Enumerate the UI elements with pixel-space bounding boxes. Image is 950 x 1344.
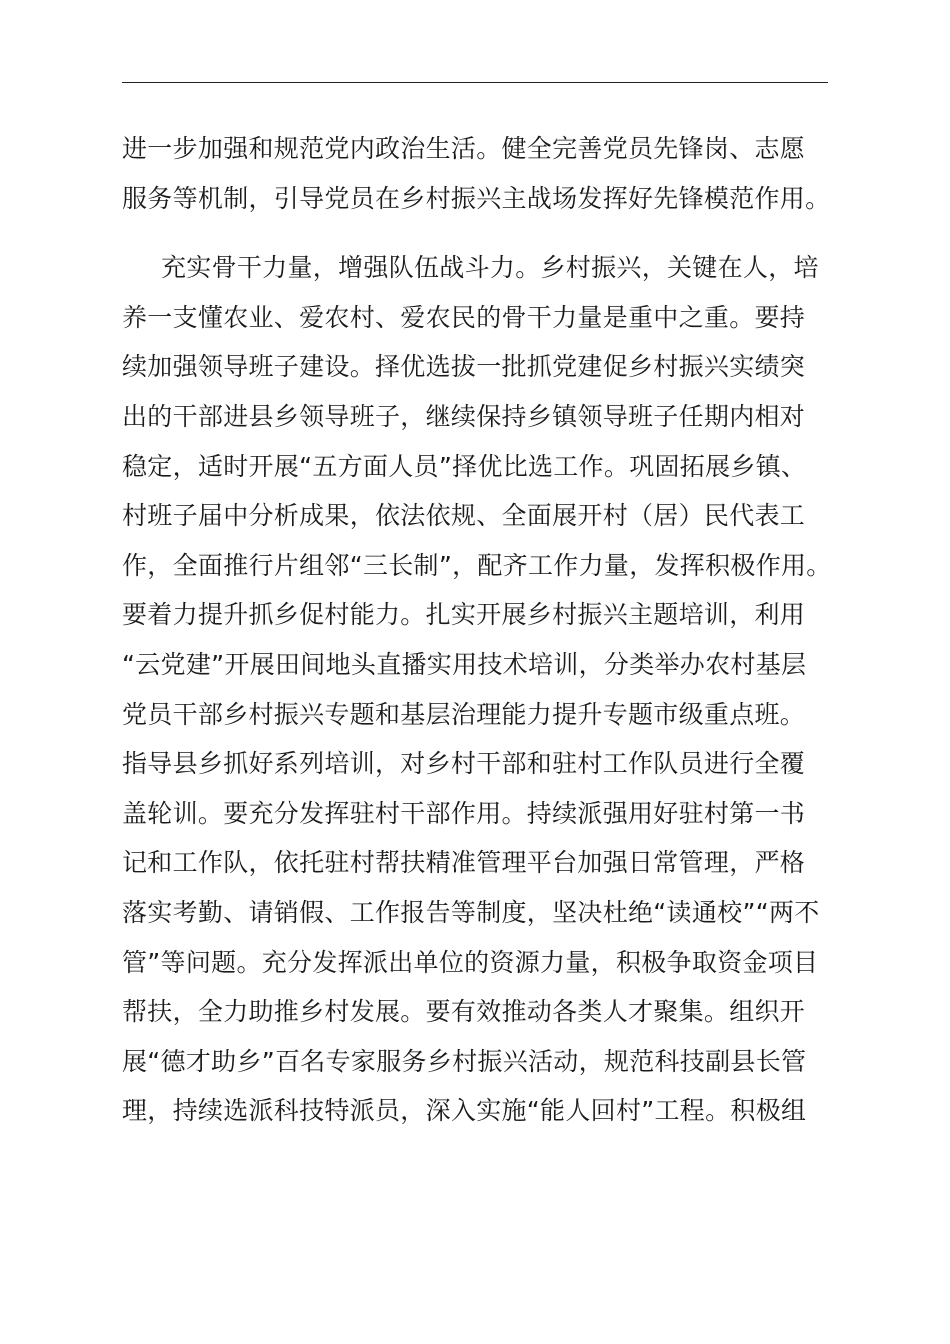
text-line: 作，全面推行片组邻“三长制”，配齐工作力量，发挥积极作用。	[122, 550, 832, 580]
text-line: 管”等问题。充分发挥派出单位的资源力量，积极争取资金项目	[122, 947, 819, 977]
header-rule	[122, 82, 828, 83]
text-line: 服务等机制，引导党员在乡村振兴主战场发挥好先锋模范作用。	[122, 183, 831, 213]
text-line: 指导县乡抓好系列培训，对乡村干部和驻村工作队员进行全覆	[122, 749, 806, 779]
text-line: 养一支懂农业、爱农村、爱农民的骨干力量是重中之重。要持	[122, 302, 806, 332]
text-line: 续加强领导班子建设。择优选拔一批抓党建促乡村振兴实绩突	[122, 352, 806, 382]
text-line: 落实考勤、请销假、工作报告等制度，坚决杜绝“读通校”“两不	[122, 897, 820, 927]
text-line: 记和工作队，依托驻村帮扶精准管理平台加强日常管理，严格	[122, 848, 806, 878]
text-line: 村班子届中分析成果，依法依规、全面展开村（居）民代表工	[122, 501, 806, 531]
text-line: 党员干部乡村振兴专题和基层治理能力提升专题市级重点班。	[122, 699, 806, 729]
text-line: 盖轮训。要充分发挥驻村干部作用。持续派强用好驻村第一书	[122, 798, 806, 828]
text-line: 稳定，适时开展“五方面人员”择优比选工作。巩固拓展乡镇、	[122, 451, 807, 481]
text-line: 出的干部进县乡领导班子，继续保持乡镇领导班子任期内相对	[122, 401, 806, 431]
text-line: 充实骨干力量，增强队伍战斗力。乡村振兴，关键在人，培	[161, 253, 819, 283]
paragraph-1	[122, 124, 834, 223]
text-line: 进一步加强和规范党内政治生活。健全完善党员先锋岗、志愿	[122, 134, 806, 163]
paragraph-2	[122, 243, 834, 1136]
text-line: 展“德才助乡”百名专家服务乡村振兴活动，规范科技副县长管	[122, 1046, 807, 1076]
document-body	[122, 124, 834, 1136]
text-line: 要着力提升抓乡促村能力。扎实开展乡村振兴主题培训，利用	[122, 600, 806, 630]
text-line: “云党建”开展田间地头直播实用技术培训，分类举办农村基层	[122, 649, 807, 679]
text-line: 理，持续选派科技特派员，深入实施“能人回村”工程。积极组	[122, 1096, 807, 1126]
text-line: 帮扶，全力助推乡村发展。要有效推动各类人才聚集。组织开	[122, 997, 806, 1027]
